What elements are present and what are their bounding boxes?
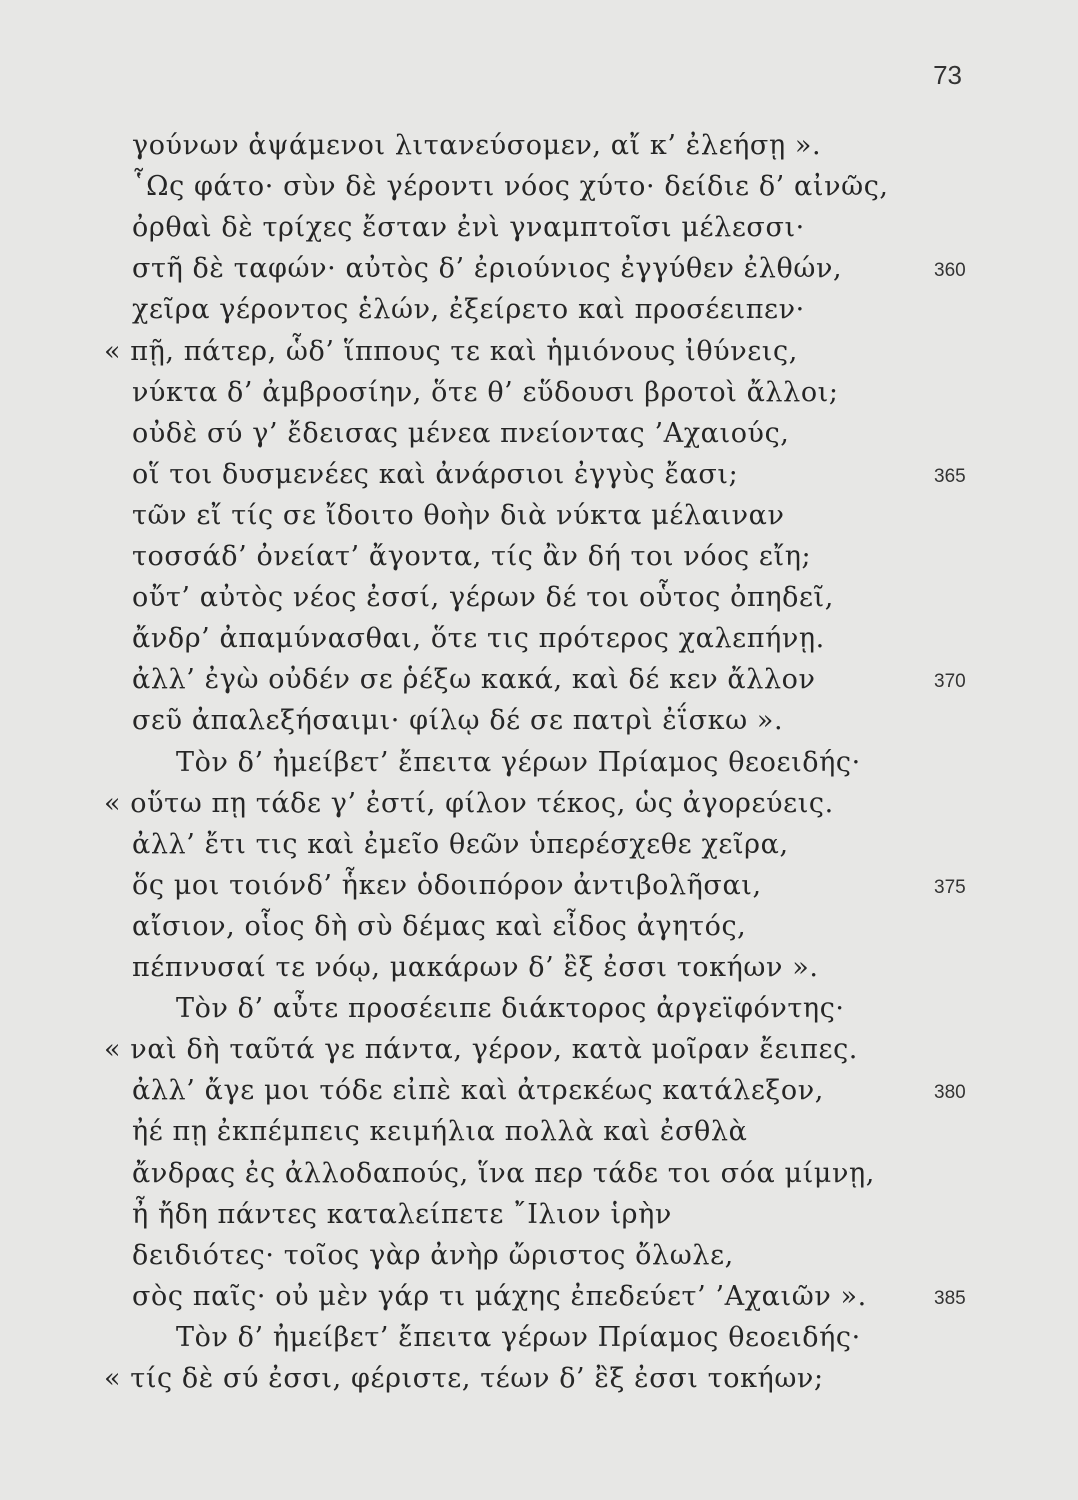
verse-line: δειδιότες· τοῖος γὰρ ἀνὴρ ὤριστος ὄλωλε, xyxy=(132,1240,734,1271)
line-number: 385 xyxy=(934,1288,966,1309)
verse-line: ἄνδρας ἐς ἀλλοδαπούς, ἵνα περ τάδε τοι σόα μίμνῃ, xyxy=(132,1158,875,1189)
verse-line: χεῖρα γέροντος ἑλών, ἐξείρετο καὶ προσέειπεν· xyxy=(132,294,805,325)
verse-line: σὸς παῖς· οὐ μὲν γάρ τι μάχης ἐπεδεύετ’ ’Αχαιῶν ». xyxy=(132,1281,867,1312)
line-number: 375 xyxy=(934,877,966,898)
verse-line: « ναὶ δὴ ταῦτά γε πάντα, γέρον, κατὰ μοῖραν ἔειπες. xyxy=(104,1034,858,1065)
verse-line: ἀλλ’ ἔτι τις καὶ ἐμεῖο θεῶν ὑπερέσχεθε χεῖρα, xyxy=(132,829,789,860)
verse-line: Τὸν δ’ ἠμείβετ’ ἔπειτα γέρων Πρίαμος θεοειδής· xyxy=(176,1322,861,1353)
verse-line: ἠέ πῃ ἐκπέμπεις κειμήλια πολλὰ καὶ ἐσθλὰ xyxy=(132,1116,748,1147)
page-number: 73 xyxy=(933,60,962,90)
line-number: 365 xyxy=(934,466,966,487)
verse-line: αἴσιον, οἷος δὴ σὺ δέμας καὶ εἶδος ἀγητός, xyxy=(132,911,747,942)
verse-line: σεῦ ἀπαλεξήσαιμι· φίλῳ δέ σε πατρὶ ἐΐσκω ». xyxy=(132,705,784,736)
verse-line: οὔτ’ αὐτὸς νέος ἐσσί, γέρων δέ τοι οὗτος ὀπηδεῖ, xyxy=(132,582,834,613)
verse-line: οὐδὲ σύ γ’ ἔδεισας μένεα πνείοντας ’Αχαιούς, xyxy=(132,418,790,449)
verse-line: « τίς δὲ σύ ἐσσι, φέριστε, τέων δ’ ἒξ ἐσσι τοκήων; xyxy=(104,1363,824,1394)
line-number: 380 xyxy=(934,1082,966,1103)
verse-line: οἵ τοι δυσμενέες καὶ ἀνάρσιοι ἐγγὺς ἔασι; xyxy=(132,459,739,490)
verse-line: νύκτα δ’ ἀμβροσίην, ὅτε θ’ εὕδουσι βροτοὶ ἄλλοι; xyxy=(132,377,839,408)
verse-line: ἦ ἤδη πάντες καταλείπετε ῎Ιλιον ἱρὴν xyxy=(132,1199,672,1230)
verse-line: τοσσάδ’ ὀνείατ’ ἄγοντα, τίς ἂν δή τοι νόος εἴη; xyxy=(132,541,812,572)
verse-line: ῟Ως φάτο· σὺν δὲ γέροντι νόος χύτο· δείδιε δ’ αἰνῶς, xyxy=(132,171,889,202)
verse-line: ἄνδρ’ ἀπαμύνασθαι, ὅτε τις πρότερος χαλεπήνῃ. xyxy=(132,623,825,654)
verse-line: ὅς μοι τοιόνδ’ ἧκεν ὁδοιπόρον ἀντιβολῆσαι, xyxy=(132,870,762,901)
verse-line: ἀλλ’ ἄγε μοι τόδε εἰπὲ καὶ ἀτρεκέως κατάλεξον, xyxy=(132,1075,824,1106)
verse-line: « οὕτω πῃ τάδε γ’ ἐστί, φίλον τέκος, ὡς ἀγορεύεις. xyxy=(104,788,834,819)
verse-line: « πῇ, πάτερ, ὧδ’ ἵππους τε καὶ ἡμιόνους ἰθύνεις, xyxy=(104,336,798,367)
verse-line: ὀρθαὶ δὲ τρίχες ἔσταν ἐνὶ γναμπτοῖσι μέλεσσι· xyxy=(132,212,805,243)
verse-line: γούνων ἁψάμενοι λιτανεύσομεν, αἴ κ’ ἐλεήσῃ ». xyxy=(132,130,822,161)
verse-line: πέπνυσαί τε νόῳ, μακάρων δ’ ἒξ ἐσσι τοκήων ». xyxy=(132,952,819,983)
verse-line: τῶν εἴ τίς σε ἴδοιτο θοὴν διὰ νύκτα μέλαιναν xyxy=(132,500,785,531)
line-number: 360 xyxy=(934,260,966,281)
verse-line: ἀλλ’ ἐγὼ οὐδέν σε ῥέξω κακά, καὶ δέ κεν ἄλλον xyxy=(132,664,816,695)
verse-line: στῆ δὲ ταφών· αὐτὸς δ’ ἐριούνιος ἐγγύθεν ἐλθών, xyxy=(132,253,843,284)
verse-line: Τὸν δ’ αὖτε προσέειπε διάκτορος ἀργεϊφόντης· xyxy=(176,993,845,1024)
verse-line: Τὸν δ’ ἠμείβετ’ ἔπειτα γέρων Πρίαμος θεοειδής· xyxy=(176,747,861,778)
line-number: 370 xyxy=(934,671,966,692)
